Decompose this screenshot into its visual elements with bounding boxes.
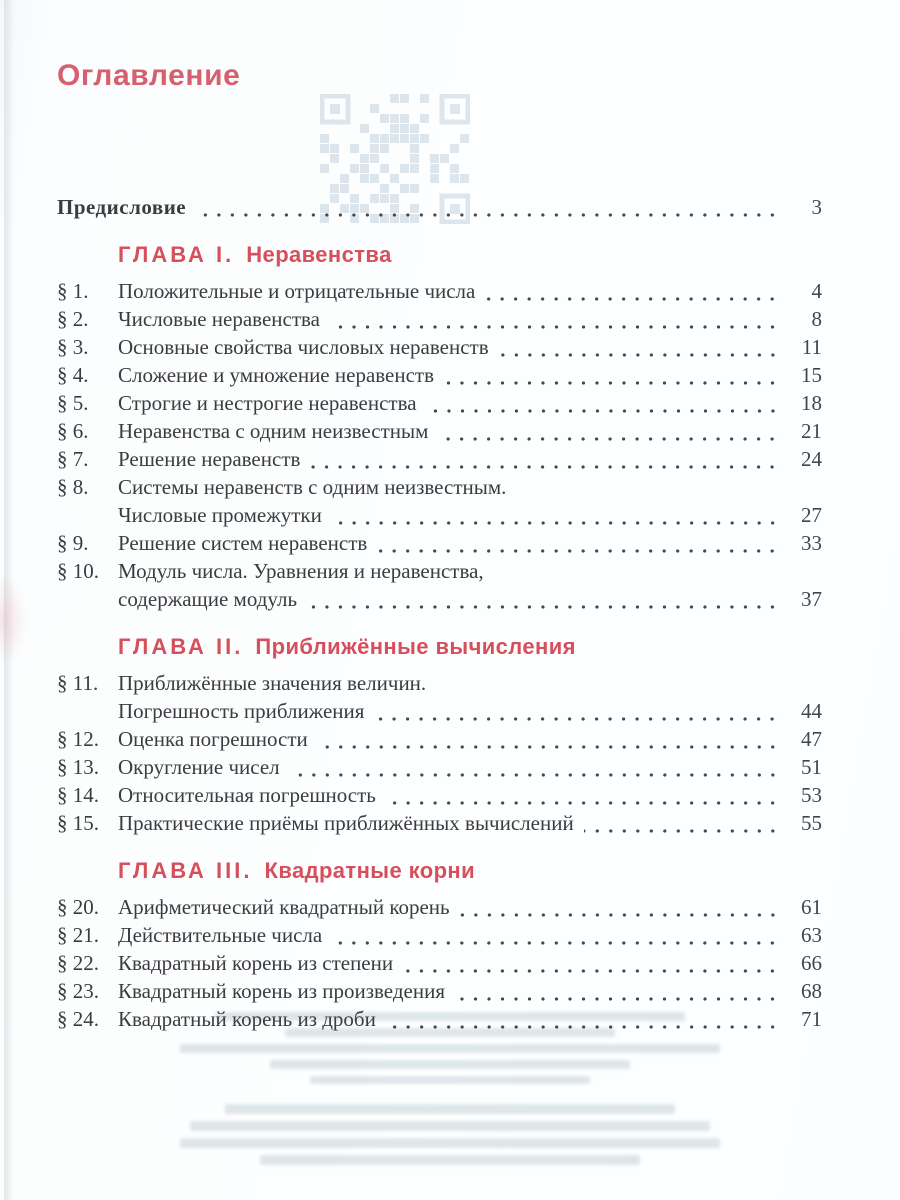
toc-item (57, 949, 822, 977)
page-title: Оглавление (57, 59, 241, 92)
preface-label: Предисловие (57, 195, 187, 219)
item-title: Оценка погрешности (118, 727, 308, 751)
toc-item (57, 277, 822, 305)
show-through-line (180, 1138, 720, 1148)
item-title: Строгие и нестрогие неравенства (118, 391, 417, 415)
dot-leader (196, 212, 784, 218)
section-number: § 13. (57, 755, 99, 779)
toc-item (57, 893, 822, 921)
item-title-continued: содержащие модуль (118, 587, 298, 611)
item-title-continued: Погрешность приближения (118, 699, 365, 723)
dot-leader (332, 520, 784, 526)
toc-content (57, 58, 822, 1033)
item-title: Модуль числа. Уравнения и неравенства, (118, 559, 484, 583)
section-number: § 8. (57, 475, 89, 499)
item-title: Решение систем неравенств (118, 531, 368, 555)
toc-item (57, 305, 822, 333)
page-number: 55 (801, 811, 822, 835)
item-title: Действительные числа (118, 923, 323, 947)
dot-leader (403, 968, 784, 974)
item-title: Основные свойства числовых неравенств (118, 335, 489, 359)
section-number: § 15. (57, 811, 99, 835)
toc-item (57, 557, 822, 613)
show-through-line (310, 1076, 590, 1084)
chapter-label: ГЛАВА III. (118, 858, 253, 883)
toc-item (57, 1005, 822, 1033)
dot-leader (330, 324, 784, 330)
section-number: § 4. (57, 363, 89, 387)
section-number: § 24. (57, 1007, 99, 1031)
section-number: § 1. (57, 279, 89, 303)
chapter-title: Квадратные корни (264, 858, 476, 883)
dot-leader (438, 436, 784, 442)
dot-leader (290, 772, 784, 778)
dot-leader (455, 996, 784, 1002)
page-number: 4 (811, 279, 822, 303)
chapter-label: ГЛАВА I. (118, 242, 235, 267)
dot-leader (427, 408, 784, 414)
section-number: § 14. (57, 783, 99, 807)
toc-item (57, 977, 822, 1005)
chapter-heading (118, 633, 822, 661)
section-number: § 9. (57, 531, 89, 555)
dot-leader (332, 940, 784, 946)
chapter-heading (118, 241, 822, 269)
page-number: 8 (811, 307, 822, 331)
dot-leader (310, 464, 784, 470)
item-title: Сложение и умножение неравенств (118, 363, 435, 387)
toc-item (57, 529, 822, 557)
section-number: § 23. (57, 979, 99, 1003)
page-number: 44 (801, 699, 822, 723)
toc-item (57, 473, 822, 529)
chapter-title: Неравенства (246, 242, 392, 267)
chapter-label: ГЛАВА II. (118, 634, 244, 659)
toc-item (57, 417, 822, 445)
item-title: Квадратный корень из степени (118, 951, 394, 975)
section-number: § 20. (57, 895, 99, 919)
item-title: Практические приёмы приближённых вычислений (118, 811, 574, 835)
page-number: 47 (801, 727, 822, 751)
dot-leader (584, 828, 784, 834)
page-number: 27 (801, 503, 822, 527)
page-number: 18 (801, 391, 822, 415)
dot-leader (386, 1024, 784, 1030)
show-through-text-block (0, 1104, 900, 1172)
toc-item (57, 753, 822, 781)
section-number: § 10. (57, 559, 99, 583)
section-number: § 7. (57, 447, 89, 471)
toc-item (57, 725, 822, 753)
dot-leader (386, 800, 784, 806)
page-number: 37 (801, 587, 822, 611)
item-title-continued: Числовые промежутки (118, 503, 322, 527)
dot-leader (374, 716, 784, 722)
page-number: 71 (801, 1007, 822, 1031)
page-number: 63 (801, 923, 822, 947)
page-number: 53 (801, 783, 822, 807)
item-title: Квадратный корень из дроби (118, 1007, 376, 1031)
dot-leader (460, 912, 784, 918)
toc-item (57, 333, 822, 361)
show-through-line (225, 1104, 675, 1114)
item-title: Решение неравенств (118, 447, 301, 471)
page-number: 11 (801, 335, 822, 359)
page-number: 61 (801, 895, 822, 919)
page-number: 33 (801, 531, 822, 555)
section-number: § 11. (57, 671, 99, 695)
show-through-line (180, 1044, 720, 1053)
item-title: Квадратный корень из произведения (118, 979, 445, 1003)
show-through-line (270, 1060, 630, 1069)
item-title: Округление чисел (118, 755, 280, 779)
page-number: 66 (801, 951, 822, 975)
chapter-heading (118, 857, 822, 885)
item-title: Положительные и отрицательные числа (118, 279, 476, 303)
section-number: § 22. (57, 951, 99, 975)
toc-item (57, 445, 822, 473)
toc-item (57, 921, 822, 949)
item-title: Приближённые значения величин. (118, 671, 427, 695)
page-number: 15 (801, 363, 822, 387)
section-number: § 12. (57, 727, 99, 751)
page-number: 51 (801, 755, 822, 779)
item-title: Системы неравенств с одним неизвестным. (118, 475, 507, 499)
page-edge-smudge (0, 572, 28, 667)
toc-preface-row (57, 193, 822, 221)
page-number: 68 (801, 979, 822, 1003)
dot-leader (318, 744, 784, 750)
section-number: § 6. (57, 419, 89, 443)
toc-item (57, 669, 822, 725)
dot-leader (377, 548, 784, 554)
section-number: § 21. (57, 923, 99, 947)
section-number: § 2. (57, 307, 89, 331)
show-through-line (260, 1155, 640, 1165)
item-title: Числовые неравенства (118, 307, 320, 331)
page-number: 21 (801, 419, 822, 443)
item-title: Арифметический квадратный корень (118, 895, 450, 919)
toc-item (57, 361, 822, 389)
dot-leader (499, 352, 784, 358)
dot-leader (444, 380, 784, 386)
page-number: 24 (801, 447, 822, 471)
item-title: Относительная погрешность (118, 783, 376, 807)
item-title: Неравенства с одним неизвестным (118, 419, 429, 443)
toc-item (57, 781, 822, 809)
toc-item (57, 389, 822, 417)
chapter-title: Приближённые вычисления (255, 634, 576, 659)
show-through-line (190, 1121, 710, 1131)
toc-list (57, 193, 822, 1033)
section-number: § 5. (57, 391, 89, 415)
toc-item (57, 809, 822, 837)
section-number: § 3. (57, 335, 89, 359)
page-number: 3 (811, 195, 822, 219)
dot-leader (307, 604, 784, 610)
dot-leader (485, 296, 784, 302)
